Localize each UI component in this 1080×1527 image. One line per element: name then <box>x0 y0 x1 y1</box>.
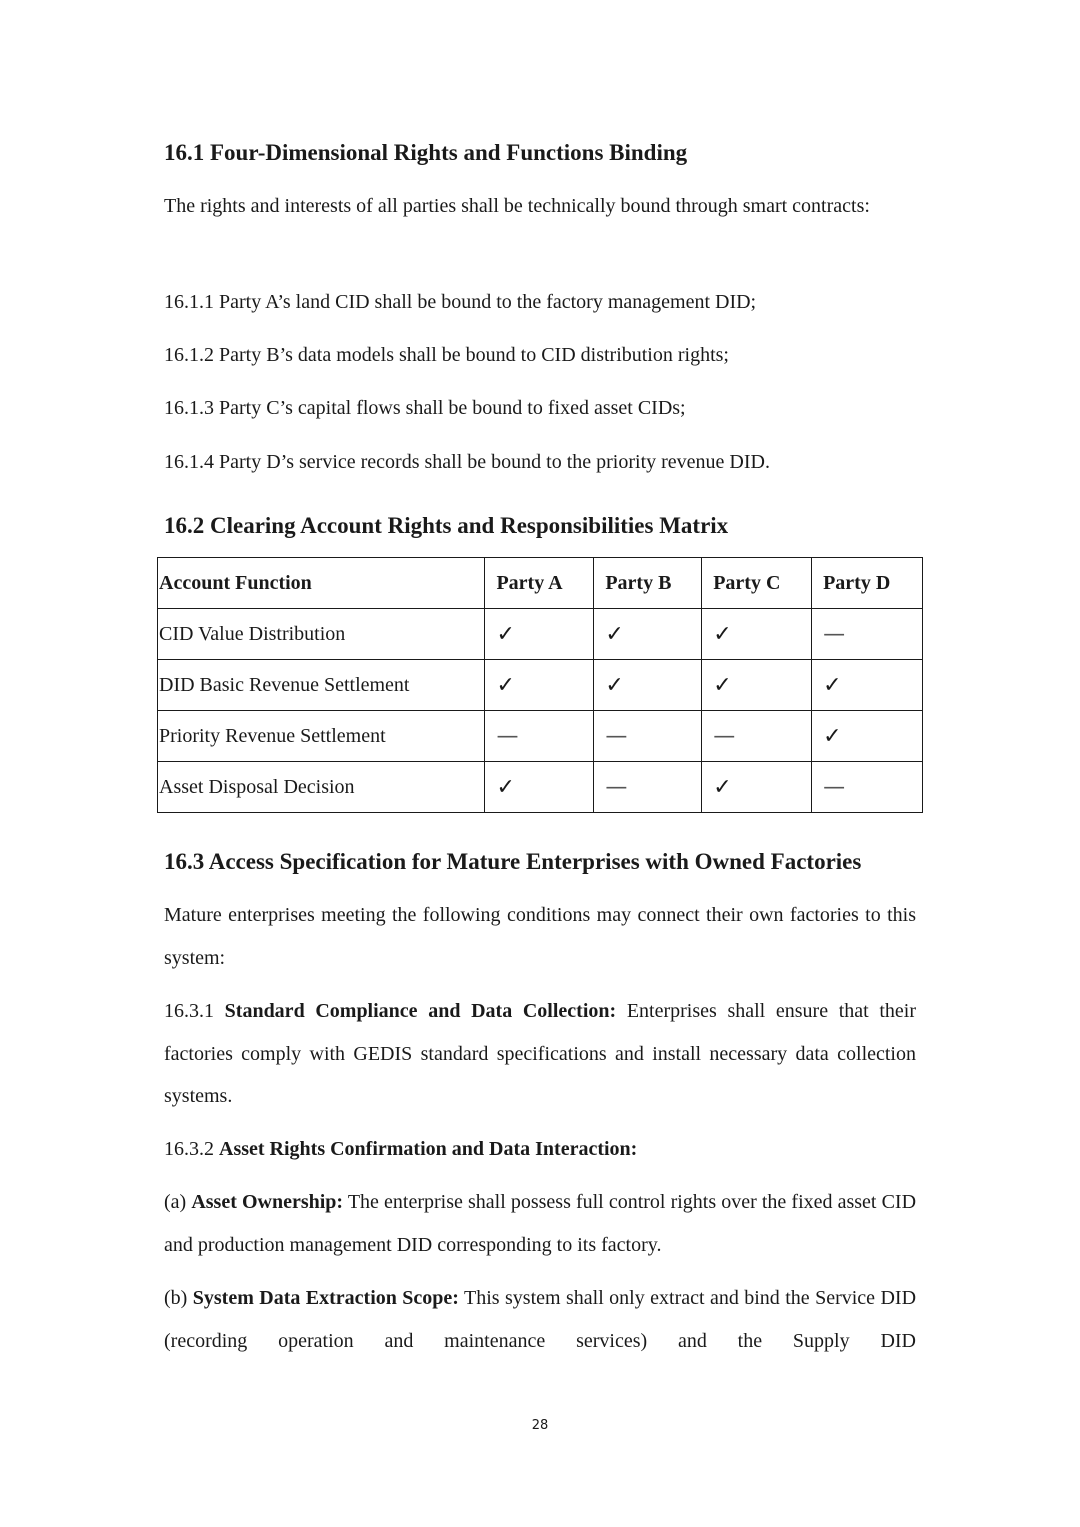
cell-mark: — <box>702 711 812 762</box>
item-text: This system shall only extract and bind the Service DID (recording operation and maintenance services) and the Supply DID <box>164 1287 917 1352</box>
row-label: Priority Revenue Settlement <box>158 711 485 762</box>
clause-title: Asset Rights Confirmation and Data Interaction: <box>219 1138 638 1160</box>
table-row <box>158 609 923 660</box>
clause-number: 16.3.1 <box>164 1000 214 1022</box>
section-16-3-intro: Mature enterprises meeting the following conditions may connect their own factories to this system: <box>164 904 916 969</box>
section-16-1-intro: The rights and interests of all parties shall be technically bound through smart contracts: <box>164 195 870 217</box>
item-label: (b) <box>164 1287 188 1309</box>
clause-text: Enterprises shall ensure that their factories comply with GEDIS standard specifications and install necessary data collection systems. <box>164 1000 917 1107</box>
header-party-c: Party C <box>702 558 812 609</box>
header-party-a: Party A <box>485 558 594 609</box>
row-label: CID Value Distribution <box>158 609 485 660</box>
page-number: 28 <box>531 1418 549 1433</box>
item-text: The enterprise shall possess full control rights over the fixed asset CID and production management DID corresponding to its factory. <box>164 1191 917 1256</box>
cell-mark: ✓ <box>812 711 923 762</box>
header-party-b: Party B <box>594 558 702 609</box>
cell-mark: — <box>594 762 702 813</box>
cell-mark: ✓ <box>594 660 702 711</box>
clause-number: 16.3.2 <box>164 1138 214 1160</box>
cell-mark: ✓ <box>702 660 812 711</box>
clause-16-3-2-a <box>164 1181 916 1266</box>
cell-mark: ✓ <box>702 762 812 813</box>
cell-mark: ✓ <box>812 660 923 711</box>
table-row <box>158 711 923 762</box>
cell-mark: — <box>812 762 923 813</box>
clause-16-3-2-b <box>164 1277 916 1362</box>
header-account-function: Account Function <box>158 558 485 609</box>
section-16-1-heading: 16.1 Four-Dimensional Rights and Functions Binding <box>164 140 688 165</box>
section-16-3-heading: 16.3 Access Specification for Mature Enterprises with Owned Factories <box>164 849 862 874</box>
clause-16-3-2 <box>164 1128 916 1171</box>
item-title: Asset Ownership: <box>191 1191 344 1213</box>
cell-mark: ✓ <box>594 609 702 660</box>
header-party-d: Party D <box>812 558 923 609</box>
rights-matrix-table <box>157 557 923 813</box>
clause-16-1-1: 16.1.1 Party A’s land CID shall be bound to the factory management DID; <box>164 291 757 313</box>
table-row <box>158 660 923 711</box>
item-label: (a) <box>164 1191 187 1213</box>
section-16-2-heading: 16.2 Clearing Account Rights and Responsibilities Matrix <box>164 513 729 538</box>
clause-16-1-2: 16.1.2 Party B’s data models shall be bound to CID distribution rights; <box>164 344 729 366</box>
clause-16-1-3: 16.1.3 Party C’s capital flows shall be bound to fixed asset CIDs; <box>164 397 686 419</box>
cell-mark: ✓ <box>485 660 594 711</box>
table-row <box>158 762 923 813</box>
cell-mark: ✓ <box>485 762 594 813</box>
item-title: System Data Extraction Scope: <box>192 1287 459 1309</box>
clause-title: Standard Compliance and Data Collection: <box>224 1000 617 1022</box>
clause-16-3-1 <box>164 990 916 1118</box>
table-header-row <box>158 558 923 609</box>
row-label: Asset Disposal Decision <box>158 762 485 813</box>
cell-mark: ✓ <box>702 609 812 660</box>
row-label: DID Basic Revenue Settlement <box>158 660 485 711</box>
cell-mark: — <box>594 711 702 762</box>
clause-16-1-4: 16.1.4 Party D’s service records shall be bound to the priority revenue DID. <box>164 451 770 473</box>
cell-mark: ✓ <box>485 609 594 660</box>
cell-mark: — <box>812 609 923 660</box>
cell-mark: — <box>485 711 594 762</box>
